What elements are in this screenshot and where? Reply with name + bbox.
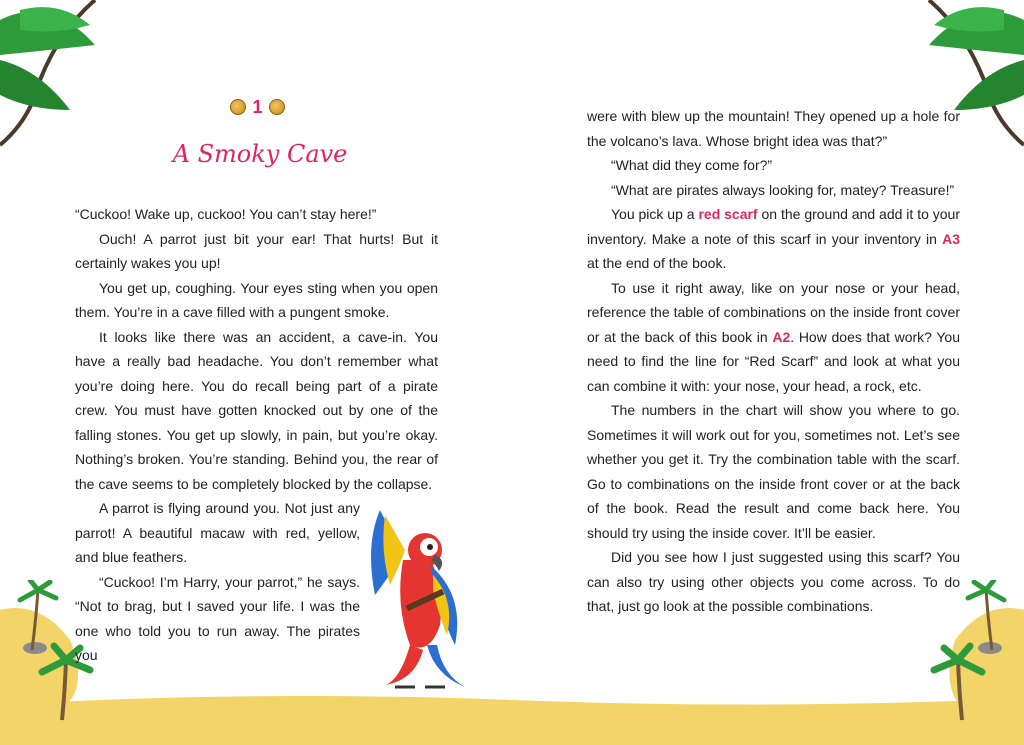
paragraph: The numbers in the chart will show you where to go. Sometimes it will work out for you, sometimes not. Let’s see whether you get it. Try the combination table with the scarf. Go to combinations on the inside front cover or at the back of the book. Read the result and come back here. You should try using the inside cover. It’ll be easier. [587,402,960,541]
chapter-number-label: 1 [252,96,263,117]
paragraph: “What did they come for?” [611,157,773,173]
gold-coin-icon [230,99,246,115]
item-red-scarf: red scarf [698,206,758,222]
parrot-harry-illustration [355,505,485,695]
paragraph: “What are pirates always looking for, matey? Treasure!” [611,181,955,198]
right-page-body [587,104,960,619]
combination-ref-a2: A2 [772,328,791,345]
paragraph: Ouch! A parrot just bit your ear! That hurts! But it certainly wakes you up! [75,230,438,271]
gold-coin-icon [269,99,285,115]
paragraph: “Cuckoo! I’m Harry, your parrot,” he says. “Not to brag, but I saved your life. I was the one who told you to run away. The pirates you [75,573,360,663]
paragraph: “Cuckoo! Wake up, cuckoo! You can’t stay here!” [75,206,377,222]
chapter-title: A Smoky Cave [172,140,348,168]
text-run: You pick up a [611,206,699,222]
text-run: . How does that work? You need to find the line for “Red Scarf” and look at what you can combine it with: your nose, your head, a rock, etc. [587,328,960,394]
paragraph: It looks like there was an accident, a cave-in. You have a really bad headache. You don’t remember what you’re doing here. You do recall being part of a pirate crew. You must have gotten knocked out by one of the falling stones. You get up slowly, in pain, but you’re okay. Nothing’s broken. You’re standing. Behind you, the rear of the cave seems to be completely blocked by the collapse. [75,328,438,492]
right-page [512,0,1024,745]
paragraph: Did you see how I just suggested using this scarf? You can also try using other objects you come across. To do that, just go look at the possible combinations. [587,549,960,614]
paragraph [587,202,960,276]
paragraph: You get up, coughing. Your eyes sting when you open them. You’re in a cave filled with a pungent smoke. [75,279,438,320]
paragraph: were with blew up the mountain! They opened up a hole for the volcano’s lava. Whose bright idea was that?” [587,108,960,149]
text-run: at the end of the book. [587,255,727,271]
text-run: To use it right away, like on your nose or your head, reference the table of combinations on the inside front cover or at the back of this book in [587,279,960,345]
chapter-number [225,96,290,118]
paragraph [587,276,960,399]
paragraph: A parrot is flying around you. Not just any parrot! A beautiful macaw with red, yellow, and blue feathers. [75,500,360,565]
text-run: on the ground and add it to your inventory. Make a note of this scarf in your inventory in [587,206,960,247]
inventory-ref-a3: A3 [942,230,960,247]
